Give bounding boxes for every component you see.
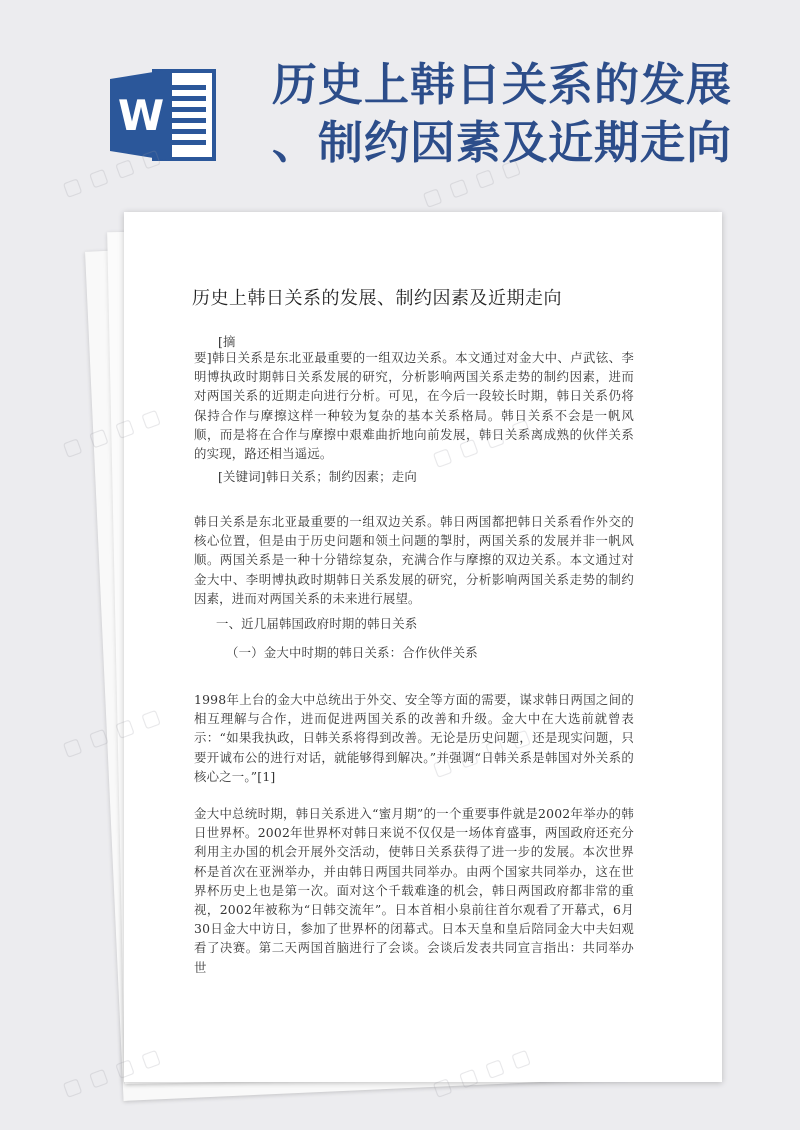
watermark-mark: ▢ ▢ ▢ ▢ <box>59 1043 165 1101</box>
watermark-mark: ▢ ▢ ▢ ▢ <box>419 153 525 211</box>
word-icon-letter: W <box>117 91 165 140</box>
document-page <box>124 212 722 1082</box>
body-paragraph: 金大中总统时期，韩日关系进入“蜜月期”的一个重要事件就是2002年举办的韩日世界杯。2002年世界杯对韩日来说不仅仅是一场体育盛事，两国政府还充分利用主办国的机会开展外交活动，使韩日关系获得了进一步的发展。本次世界杯是首次在亚洲举办，并由韩日两国共同举办。由两个国家共同举办，这在世界杯历史上也是第一次。面对这个千载难逢的机会，韩日两国政府都非常的重视，2002年被称为“日韩交流年”。日本首相小泉前往首尔观看了开幕式，6月30日金大中访日，参加了世界杯的闭幕式。日本天皇和皇后陪同金大中夫妇观看了决赛。第二天两国首脑进行了会谈。会谈后发表共同宣言指出：共同举办世 <box>194 806 634 975</box>
banner-title <box>232 56 772 172</box>
banner-title-line1: 历史上韩日关系的发展 <box>271 58 732 111</box>
word-document-icon <box>108 63 220 167</box>
watermark-mark: ▢ ▢ ▢ ▢ <box>59 703 165 761</box>
abstract-label: [摘 <box>218 334 236 349</box>
body-paragraph: 1998年上台的金大中总统出于外交、安全等方面的需要，谋求韩日两国之间的相互理解与合作，进而促进两国关系的改善和升级。金大中在大选前就曾表示：“如果我执政，日韩关系将得到改善。无论是历史问题，还是现实问题，只要开诚布公的进行对话，就能够得到解决。”并强调“日韩关系是韩国对外关系的核心之一。”[1] <box>194 692 634 784</box>
banner-title-line2: 、制约因素及近期走向 <box>271 116 732 169</box>
section-heading: 一、近几届韩国政府时期的韩日关系 <box>216 616 418 631</box>
header-banner <box>0 0 800 210</box>
intro-paragraph: 韩日关系是东北亚最重要的一组双边关系。韩日两国都把韩日关系看作外交的核心位置，但是由于历史问题和领土问题的掣肘，两国关系的发展并非一帆风顺。两国关系是一种十分错综复杂，充满合作与摩擦的双边关系。本文通过对金大中、李明博执政时期韩日关系发展的研究，分析影响两国关系走势的制约因素，进而对两国关系的未来进行展望。 <box>194 514 634 606</box>
watermark-mark: ▢ ▢ ▢ ▢ <box>59 143 165 201</box>
watermark-mark: ▢ ▢ ▢ ▢ <box>59 403 165 461</box>
keywords-line: [关键词]韩日关系；制约因素；走向 <box>218 469 417 484</box>
watermark-mark: ▢ ▢ ▢ ▢ <box>429 1043 535 1101</box>
abstract-paragraph: 要]韩日关系是东北亚最重要的一组双边关系。本文通过对金大中、卢武铉、李明博执政时期韩日关系发展的研究，分析影响两国关系走势的制约因素，进而对两国关系的近期走向进行分析。可见，在今后一段较长时期，韩日关系仍将保持合作与摩擦这样一种较为复杂的基本关系格局。韩日关系不会是一帆风顺，而是将在合作与摩擦中艰难曲折地向前发展，韩日关系离成熟的伙伴关系的实现，路还相当遥远。 <box>194 350 634 462</box>
document-title: 历史上韩日关系的发展、制约因素及近期走向 <box>192 288 562 309</box>
watermark-mark: ▢ ▢ ▢ ▢ <box>429 723 535 781</box>
watermark-mark: ▢ ▢ ▢ ▢ <box>429 413 535 471</box>
subsection-heading: （一）金大中时期的韩日关系：合作伙伴关系 <box>226 645 478 660</box>
